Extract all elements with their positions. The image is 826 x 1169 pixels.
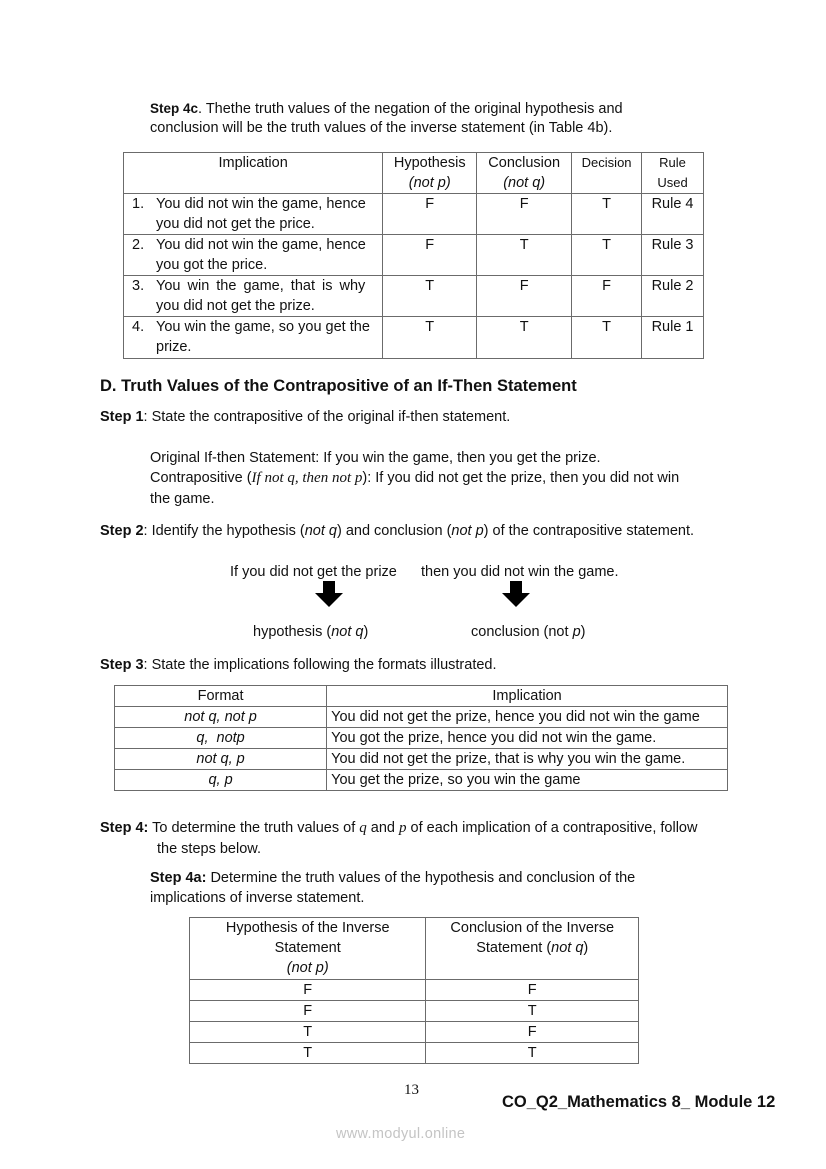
table-row <box>115 749 728 770</box>
conclusion-cell: T <box>477 317 572 359</box>
conclusion-cell: F <box>477 276 572 317</box>
step1-text: Step 1: State the contrapositive of the original if-then statement. <box>100 409 511 425</box>
conclusion-cell: T <box>426 1043 639 1064</box>
header-rule-used: Rule Used <box>642 153 704 194</box>
hypothesis-cell: F <box>190 1001 426 1022</box>
implication-cell: 4. You win the game, so you get the prize. <box>124 317 383 359</box>
hypothesis-label: hypothesis (not q) <box>253 624 369 640</box>
hypothesis-cell: T <box>383 317 477 359</box>
step4c-text: . Thethe truth values of the negation of the original hypothesis and <box>198 101 623 117</box>
header-implication: Implication <box>124 153 383 194</box>
conclusion-cell: T <box>426 1001 639 1022</box>
format-cell: q, notp <box>115 728 327 749</box>
step4a-line2: implications of inverse statement. <box>150 890 365 906</box>
conclusion-cell: T <box>477 235 572 276</box>
table-row <box>115 770 728 791</box>
decision-cell: T <box>572 194 642 235</box>
page-number: 13 <box>404 1082 419 1098</box>
module-label: CO_Q2_Mathematics 8_ Module 12 <box>502 1093 776 1111</box>
conclusion-cell: F <box>426 1022 639 1043</box>
implication-cell: You did not get the prize, hence you did not win the game <box>327 707 728 728</box>
step4c-line1 <box>150 99 623 119</box>
contrapositive-line2: the game. <box>150 491 215 507</box>
step4a-text: Step 4a: Determine the truth values of the hypothesis and conclusion of the <box>150 870 636 886</box>
hypothesis-cell: F <box>383 235 477 276</box>
table-row <box>124 194 704 235</box>
implication-cell: You get the prize, so you win the game <box>327 770 728 791</box>
implication-cell: 2. You did not win the game, hence you got the price. <box>124 235 383 276</box>
table-row <box>115 707 728 728</box>
table-header-row <box>124 153 704 194</box>
decision-cell: T <box>572 317 642 359</box>
table-row <box>190 1022 639 1043</box>
table-row <box>115 728 728 749</box>
table-header-row <box>190 918 639 980</box>
inverse-truth-table <box>123 152 704 359</box>
implication-cell: You got the prize, hence you did not win the game. <box>327 728 728 749</box>
inverse-statement-table <box>189 917 639 1064</box>
header-format: Format <box>115 686 327 707</box>
contrapositive-statement: Contrapositive (If not q, then not p): If you did not get the prize, then you did not win <box>150 470 680 486</box>
watermark: www.modyul.online <box>336 1126 466 1142</box>
step4-line2: the steps below. <box>157 841 261 857</box>
header-implication: Implication <box>327 686 728 707</box>
hypothesis-cell: T <box>383 276 477 317</box>
format-cell: q, p <box>115 770 327 791</box>
conclusion-cell: F <box>426 980 639 1001</box>
step2-text: Step 2: Identify the hypothesis (not q) and conclusion (not p) of the contrapositive statement. <box>100 523 695 539</box>
decision-cell: F <box>572 276 642 317</box>
hypothesis-cell: T <box>190 1022 426 1043</box>
diagram-hypothesis-text: If you did not get the prize <box>230 564 397 580</box>
table-row <box>190 1043 639 1064</box>
diagram-conclusion-text: then you did not win the game. <box>421 564 619 580</box>
format-cell: not q, not p <box>115 707 327 728</box>
table-row <box>124 235 704 276</box>
header-hypothesis: Hypothesis (not p) <box>383 153 477 194</box>
implication-cell: You did not get the prize, that is why you win the game. <box>327 749 728 770</box>
conclusion-label: conclusion (not p) <box>471 624 586 640</box>
table-header-row <box>115 686 728 707</box>
rule-cell: Rule 3 <box>642 235 704 276</box>
implication-cell: 1. You did not win the game, hence you did not get the price. <box>124 194 383 235</box>
hypothesis-cell: T <box>190 1043 426 1064</box>
rule-cell: Rule 4 <box>642 194 704 235</box>
step3-text: Step 3: State the implications following the formats illustrated. <box>100 657 497 673</box>
format-cell: not q, p <box>115 749 327 770</box>
header-hypothesis-inverse: Hypothesis of the Inverse Statement (not p) <box>190 918 426 980</box>
step4c-label: Step 4c <box>150 101 199 116</box>
step4-text: Step 4: To determine the truth values of q and p of each implication of a contrapositive, follow <box>100 820 698 836</box>
hypothesis-cell: F <box>190 980 426 1001</box>
table-row <box>124 317 704 359</box>
section-d-title: D. Truth Values of the Contrapositive of an If-Then Statement <box>100 377 577 395</box>
header-conclusion: Conclusion (not q) <box>477 153 572 194</box>
table-row <box>190 1001 639 1022</box>
decision-cell: T <box>572 235 642 276</box>
table-row <box>190 980 639 1001</box>
step4c-line2: conclusion will be the truth values of the inverse statement (in Table 4b). <box>150 120 613 136</box>
hypothesis-cell: F <box>383 194 477 235</box>
implication-cell: 3. You win the game, that is why you did not get the prize. <box>124 276 383 317</box>
rule-cell: Rule 1 <box>642 317 704 359</box>
header-conclusion-inverse: Conclusion of the Inverse Statement (not q) <box>426 918 639 980</box>
header-decision: Decision <box>572 153 642 194</box>
conclusion-cell: F <box>477 194 572 235</box>
rule-cell: Rule 2 <box>642 276 704 317</box>
original-statement: Original If-then Statement: If you win the game, then you get the prize. <box>150 450 601 466</box>
formats-table <box>114 685 728 791</box>
table-row <box>124 276 704 317</box>
